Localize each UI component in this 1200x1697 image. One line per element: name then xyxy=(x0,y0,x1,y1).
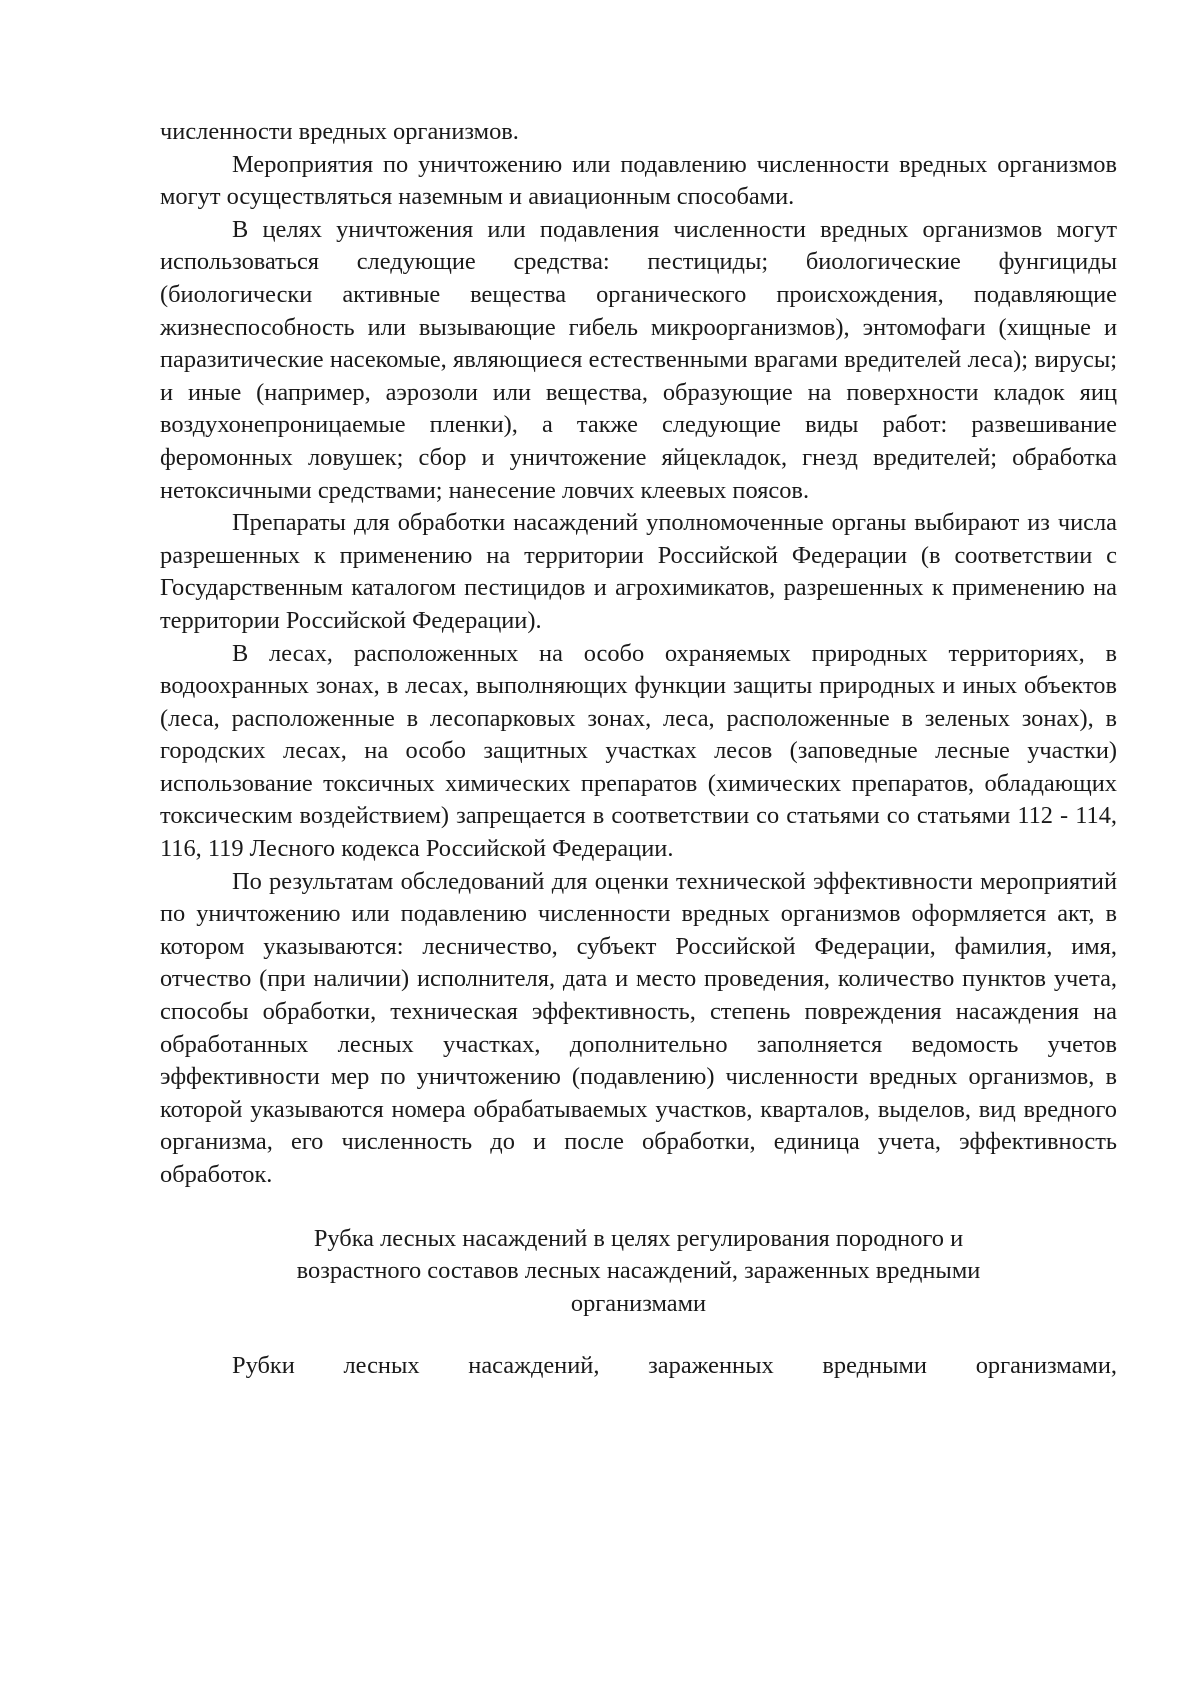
paragraph-means: В целях уничтожения или подавления численности вредных организмов могут использоваться следующие средства: пестициды; биологические фунгициды (биологически активные вещества органического происхождения, подавляющие жизнеспособность или вызывающие гибель микроорганизмов), энтомофаги (хищные и паразитические насекомые, являющиеся естественными врагами вредителей леса); вирусы; и иные (например, аэрозоли или вещества, образующие на поверхности кладок яиц воздухонепроницаемые пленки), а также следующие виды работ: развешивание феромонных ловушек; сбор и уничтожение яйцекладок, гнезд вредителей; обработка нетоксичными средствами; нанесение ловчих клеевых поясов. xyxy=(160,215,1117,504)
paragraph-continuation: численности вредных организмов. xyxy=(160,118,519,145)
section-heading-line-3: организмами xyxy=(570,1289,707,1317)
paragraph-preparations: Препараты для обработки насаждений уполномоченные органы выбирают из числа разрешенных к применению на территории Российской Федерации (в соответствии с Государственным каталогом пестицидов и агрохимикатов, разрешенных к применению на территории Российской Федерации). xyxy=(160,509,1117,634)
paragraph-protected-forests: В лесах, расположенных на особо охраняемых природных территориях, в водоохранных зонах, в лесах, выполняющих функции защиты природных и иных объектов (леса, расположенные в лесопарковых зонах, леса, расположенные в зеленых зонах), в городских лесах, на особо защитных участках лесов (заповедные лесные участки) использование токсичных химических препаратов (химических препаратов, обладающих токсическим воздействием) запрещается в соответствии со статьями со статьями 112 - 114, 116, 119 Лесного кодекса Российской Федерации. xyxy=(160,639,1117,863)
section-heading-line-1: Рубка лесных насаждений в целях регулирования породного и xyxy=(313,1224,964,1252)
paragraph-felling: Рубки лесных насаждений, зараженных вредными организмами, xyxy=(232,1352,1117,1380)
section-heading-line-2: возрастного составов лесных насаждений, зараженных вредными xyxy=(296,1257,981,1285)
paragraph-methods: Мероприятия по уничтожению или подавлению численности вредных организмов могут осуществляться наземным и авиационным способами. xyxy=(160,150,1117,211)
paragraph-survey-results: По результатам обследований для оценки технической эффективности мероприятий по уничтожению или подавлению численности вредных организмов оформляется акт, в котором указываются: лесничество, субъект Российской Федерации, фамилия, имя, отчество (при наличии) исполнителя, дата и место проведения, количество пунктов учета, способы обработки, техническая эффективность, степень повреждения насаждения на обработанных лесных участках, дополнительно заполняется ведомость учетов эффективности мер по уничтожению (подавлению) численности вредных организмов, в которой указываются номера обрабатываемых участков, кварталов, выделов, вид вредного организма, его численность до и после обработки, единица учета, эффективность обработок. xyxy=(160,867,1117,1188)
document-page xyxy=(160,116,1117,1383)
section-heading xyxy=(160,1223,1117,1321)
